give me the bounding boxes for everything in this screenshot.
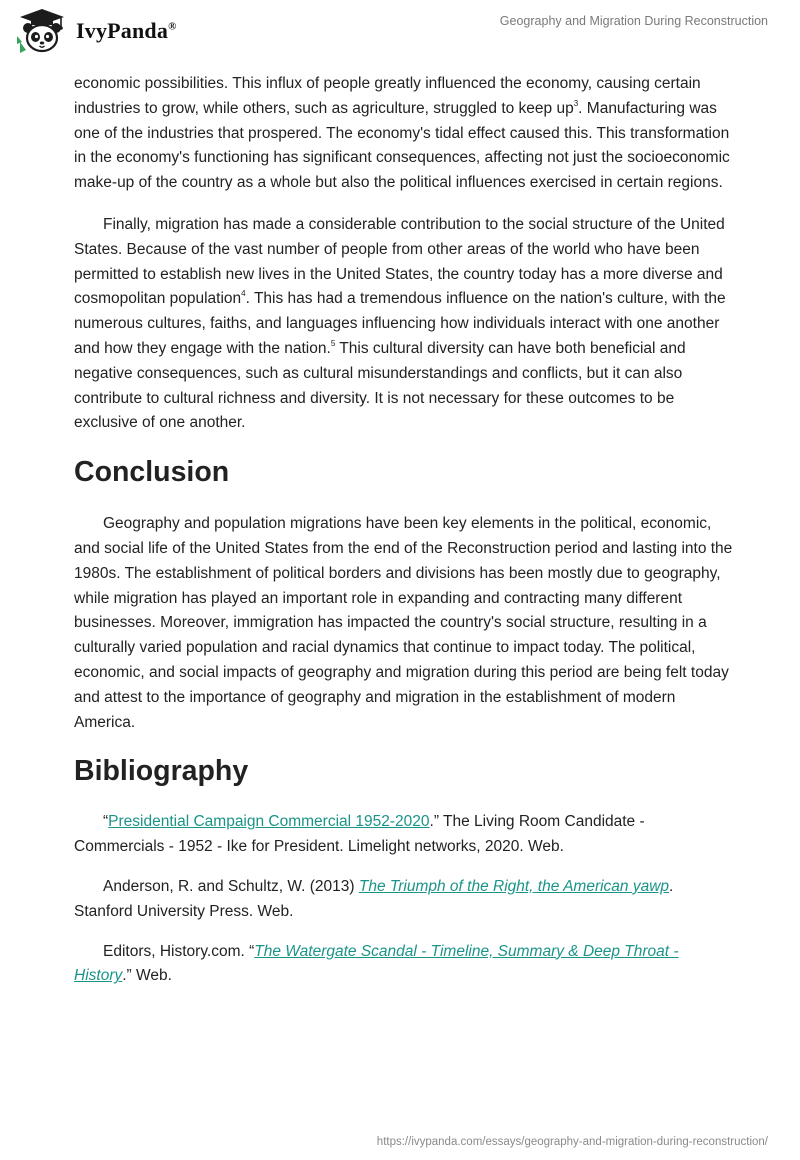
footnote-ref-3[interactable]: 3 [573, 98, 579, 108]
page-header [0, 0, 800, 64]
bibliography-entry: Editors, History.com. “The Watergate Scandal - Timeline, Summary & Deep Throat - History.” Web. [74, 942, 679, 985]
bib-link-triumph-of-the-right[interactable]: The Triumph of the Right, the American yawp [358, 877, 670, 895]
panda-logo-icon [14, 6, 70, 56]
brand-name: IvyPanda® [76, 18, 177, 43]
document-title: Geography and Migration During Reconstruction [499, 14, 768, 28]
bibliography-entry: “Presidential Campaign Commercial 1952-2020.” The Living Room Candidate - Commercials - 1952 - Ike for President. Limelight networks, 2020. Web. [74, 813, 645, 856]
footnote-ref-4[interactable]: 4 [241, 289, 246, 299]
footnote-ref-5[interactable]: 5 [330, 338, 336, 348]
ivypanda-logo[interactable] [14, 6, 177, 56]
conclusion-heading: Conclusion [74, 456, 230, 489]
bib-link-watergate-scandal[interactable]: The Watergate Scandal - Timeline, Summary & Deep Throat - History [74, 942, 679, 985]
bibliography-entry: Anderson, R. and Schultz, W. (2013) The Triumph of the Right, the American yawp. Stanford University Press. Web. [74, 877, 674, 920]
bibliography-heading: Bibliography [74, 755, 249, 788]
conclusion-paragraph: Geography and population migrations have been key elements in the political, economic, and social life of the United States from the end of the Reconstruction period and lasting into the 1980s. The establishment of political borders and divisions has been mostly due to geography, while migration has played an important role in expanding and contracting many different businesses. Moreover, immigration has impacted the country's social structure, resulting in a culturally varied population and racial dynamics that continue to impact today. The political, economic, and social impacts of geography and migration during this period are being felt today and attest to the importance of geography and migration in the establishment of modern America. [74, 515, 733, 731]
body-paragraph: Finally, migration has made a considerable contribution to the social structure of the United States. Because of the vast number of people from other areas of the world who have been permitted to establish new lives in the United States, the country today has a more diverse and cosmopolitan population$^4$. This has had a tremendous influence on the nation's culture, with the numerous cultures, faiths, and languages influencing how individuals interact with one another and how they engage with the nation.$^5$ This cultural diversity can have both beneficial and negative consequences, such as cultural misunderstandings and conflicts, but it can also contribute to cultural richness and diversity. It is not necessary for these outcomes to be exclusive of one another. [74, 215, 726, 432]
bib-link-campaign-commercial[interactable]: Presidential Campaign Commercial 1952-2020 [108, 813, 430, 831]
body-paragraph: economic possibilities. This influx of people greatly influenced the economy, causing certain industries to grow, while others, such as agriculture, struggled to keep $up^3$. Manufacturing was one of the industries that prospered. The economy's tidal effect caused this. This transformation in the economy's functioning has significant consequences, affecting not just the socioeconomic make-up of the country as a whole but also the political influences exercised in certain regions. [74, 75, 730, 192]
essay-content [74, 72, 734, 1004]
registered-mark: ® [168, 20, 177, 33]
source-url[interactable]: https://ivypanda.com/essays/geography-and-migration-during-reconstruction/ [376, 1136, 768, 1148]
